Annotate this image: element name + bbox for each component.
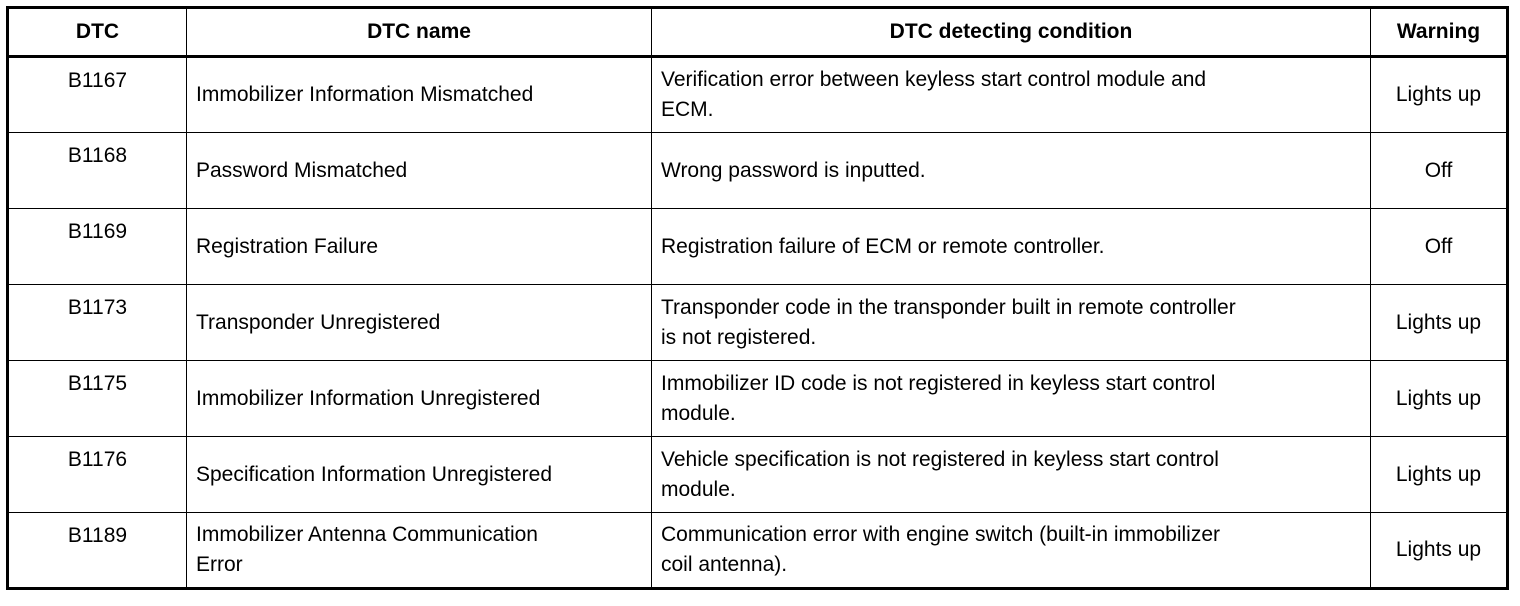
header-dtc-name: DTC name <box>187 8 652 57</box>
dtc-code: B1176 <box>8 437 187 513</box>
dtc-name: Registration Failure <box>187 209 652 285</box>
dtc-name: Immobilizer Antenna Communication Error <box>187 513 652 589</box>
dtc-code: B1168 <box>8 133 187 209</box>
dtc-name: Immobilizer Information Unregistered <box>187 361 652 437</box>
table-header <box>8 8 1508 57</box>
table-row <box>8 57 1508 133</box>
dtc-warning: Lights up <box>1371 437 1508 513</box>
dtc-condition: Wrong password is inputted. <box>652 133 1371 209</box>
table-row <box>8 133 1508 209</box>
dtc-table <box>6 6 1509 590</box>
dtc-condition: Transponder code in the transponder built in remote controller is not registered. <box>652 285 1371 361</box>
dtc-code: B1173 <box>8 285 187 361</box>
dtc-code: B1167 <box>8 57 187 133</box>
dtc-condition: Registration failure of ECM or remote controller. <box>652 209 1371 285</box>
dtc-name: Specification Information Unregistered <box>187 437 652 513</box>
header-warning: Warning <box>1371 8 1508 57</box>
table-row <box>8 209 1508 285</box>
dtc-code: B1175 <box>8 361 187 437</box>
dtc-warning: Off <box>1371 133 1508 209</box>
dtc-warning: Lights up <box>1371 513 1508 589</box>
header-dtc: DTC <box>8 8 187 57</box>
dtc-name: Password Mismatched <box>187 133 652 209</box>
dtc-name: Immobilizer Information Mismatched <box>187 57 652 133</box>
dtc-name: Transponder Unregistered <box>187 285 652 361</box>
dtc-warning: Lights up <box>1371 285 1508 361</box>
table-row <box>8 285 1508 361</box>
table-row <box>8 437 1508 513</box>
dtc-code: B1169 <box>8 209 187 285</box>
dtc-warning: Lights up <box>1371 361 1508 437</box>
dtc-condition: Communication error with engine switch (built-in immobilizer coil antenna). <box>652 513 1371 589</box>
dtc-condition: Vehicle specification is not registered in keyless start control module. <box>652 437 1371 513</box>
table-row <box>8 361 1508 437</box>
dtc-code: B1189 <box>8 513 187 589</box>
header-detecting-condition: DTC detecting condition <box>652 8 1371 57</box>
dtc-condition: Verification error between keyless start control module and ECM. <box>652 57 1371 133</box>
dtc-warning: Off <box>1371 209 1508 285</box>
dtc-warning: Lights up <box>1371 57 1508 133</box>
dtc-condition: Immobilizer ID code is not registered in keyless start control module. <box>652 361 1371 437</box>
table-row <box>8 513 1508 589</box>
header-row <box>8 8 1508 57</box>
table-body <box>8 57 1508 589</box>
